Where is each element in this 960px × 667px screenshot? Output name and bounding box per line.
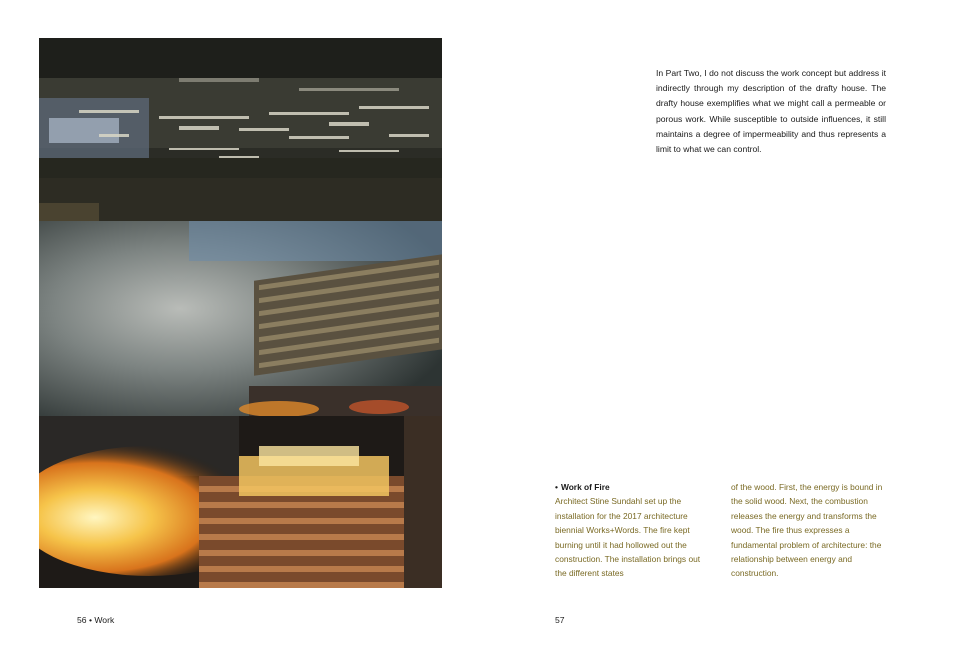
caption-bullet: •: [555, 482, 558, 492]
caption-title: [555, 480, 713, 494]
photo-smoke-and-structure: [39, 221, 442, 416]
caption-title-text: Work of Fire: [560, 482, 610, 492]
photo-fire-installation: [39, 416, 442, 588]
folio-right: 57: [555, 615, 565, 625]
photo-structure-interior: [39, 38, 442, 221]
caption-text-2: of the wood. First, the energy is bound in the solid wood. Next, the combustion releases the energy and transforms the wood. The fire thus expresses a fundamental problem of architecture: the relationship between energy and construction.: [731, 482, 883, 579]
folio-left: 56 • Work: [77, 615, 115, 625]
caption-text-1: Architect Stine Sundahl set up the installation for the 2017 architecture biennial Works+Words. The fire kept burning until it had hollowed out the construction. The installation brings out the different states: [555, 496, 701, 579]
caption-column-1: [555, 480, 713, 581]
caption-column-2: [731, 480, 889, 581]
photo-smoke-art: [39, 221, 442, 416]
photo-fire-art: [39, 416, 442, 588]
intro-paragraph: In Part Two, I do not discuss the work concept but address it indirectly through my description of the drafty house. The drafty house exemplifies what we might call a permeable or porous work. While susceptible to outside influences, it still maintains a degree of impermeability and thus represents a limit to what we can control.: [656, 68, 886, 155]
photo-structure-interior-art: [39, 38, 442, 221]
